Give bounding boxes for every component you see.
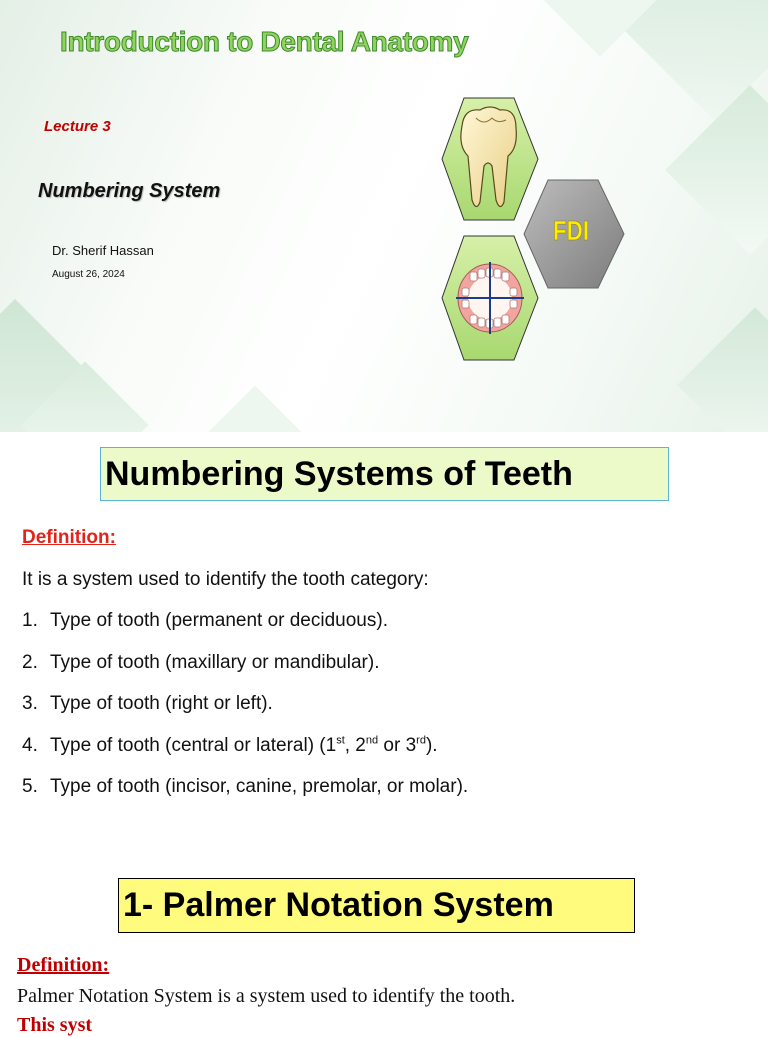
fdi-label: FDI — [553, 215, 590, 246]
list-text-part: or 3 — [378, 734, 417, 756]
list-item — [22, 776, 468, 818]
list-item — [22, 693, 468, 735]
slide-title: Introduction to Dental Anatomy — [60, 26, 469, 57]
list-number: 3. — [22, 693, 38, 714]
molar-tooth-icon — [442, 98, 538, 220]
list-text-part: Type of tooth (central or lateral) (1 — [50, 734, 337, 756]
ordinal-suffix: nd — [365, 734, 379, 747]
list-text: Type of tooth (right or left). — [50, 693, 273, 714]
list-item — [22, 735, 468, 777]
list-item — [22, 652, 468, 694]
ordinal-suffix: rd — [416, 734, 426, 747]
palmer-definition-text: Palmer Notation System is a system used to identify the tooth. — [17, 985, 516, 1007]
list-text: Type of tooth (incisor, canine, premolar, or molar). — [50, 776, 469, 797]
section-heading-numbering-systems: Numbering Systems of Teeth — [100, 447, 669, 501]
list-number: 4. — [22, 734, 38, 756]
lecture-number: Lecture 3 — [44, 118, 111, 135]
slide-subtitle: Numbering System — [38, 180, 221, 202]
list-text: Type of tooth (maxillary or mandibular). — [50, 651, 380, 673]
list-text-part: ). — [425, 734, 438, 756]
list-number: 5. — [22, 776, 38, 797]
background-diamond — [677, 307, 768, 432]
lecture-date: August 26, 2024 — [52, 269, 125, 280]
tooth-category-list — [22, 610, 468, 818]
definition-intro: It is a system used to identify the tooth category: — [22, 569, 429, 590]
dental-arch-icon — [442, 236, 538, 360]
title-slide — [0, 0, 768, 432]
background-diamond — [206, 386, 305, 432]
list-number: 1. — [22, 610, 38, 631]
list-item — [22, 610, 468, 652]
author-name: Dr. Sherif Hassan — [52, 243, 154, 258]
definition-label: Definition: — [22, 527, 116, 548]
truncated-line: This syst — [17, 1014, 93, 1036]
section-heading-palmer-notation: 1- Palmer Notation System — [118, 878, 635, 933]
ordinal-suffix: st — [336, 734, 345, 747]
palmer-definition-label: Definition: — [17, 954, 110, 976]
hexagon-illustration — [440, 96, 630, 366]
list-text: Type of tooth (permanent or deciduous). — [50, 610, 388, 631]
list-text-part: , 2 — [344, 734, 366, 756]
list-number: 2. — [22, 651, 38, 673]
list-text — [50, 735, 438, 756]
